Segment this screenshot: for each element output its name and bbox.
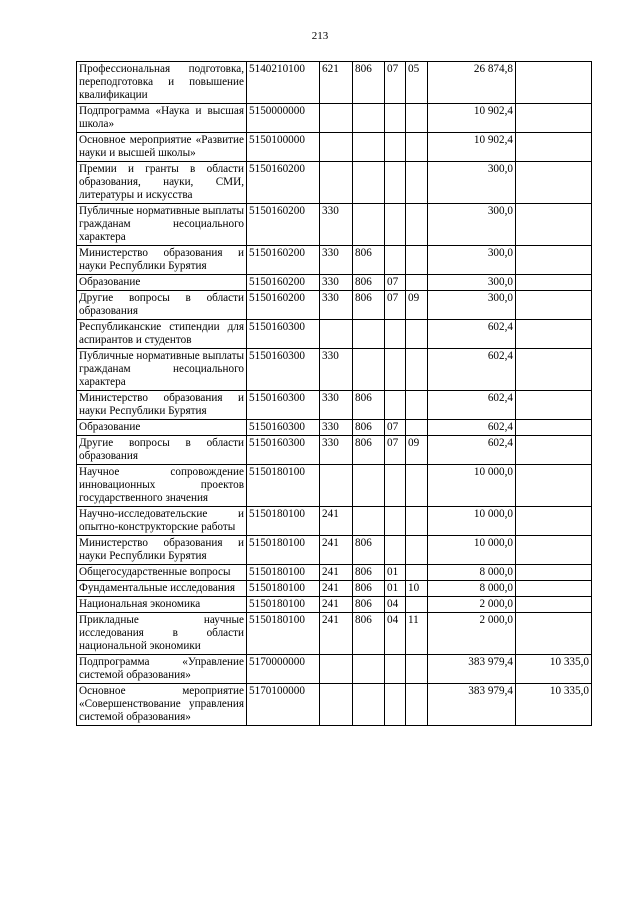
csr-cell: 5150180100	[247, 597, 320, 613]
rz-cell: 01	[385, 581, 406, 597]
sum-cell: 300,0	[428, 275, 516, 291]
csr-cell: 5150160300	[247, 436, 320, 465]
sum2-cell	[516, 436, 592, 465]
rz-cell: 04	[385, 597, 406, 613]
grbs-cell	[353, 507, 385, 536]
sum-cell: 10 902,4	[428, 133, 516, 162]
rz-cell	[385, 246, 406, 275]
table-row	[77, 320, 592, 349]
sum-cell: 8 000,0	[428, 565, 516, 581]
sum-cell: 383 979,4	[428, 684, 516, 726]
sum2-cell	[516, 62, 592, 104]
csr-cell: 5150180100	[247, 536, 320, 565]
pr-cell	[406, 655, 428, 684]
name-cell: Научное сопровождение инновационных проектов государственного значения	[77, 465, 247, 507]
csr-cell: 5150180100	[247, 507, 320, 536]
vr-cell: 241	[320, 597, 353, 613]
pr-cell: 09	[406, 291, 428, 320]
rz-cell	[385, 507, 406, 536]
pr-cell	[406, 565, 428, 581]
pr-cell: 09	[406, 436, 428, 465]
pr-cell	[406, 349, 428, 391]
pr-cell	[406, 275, 428, 291]
vr-cell	[320, 465, 353, 507]
csr-cell: 5150180100	[247, 581, 320, 597]
name-cell: Подпрограмма «Управление системой образования»	[77, 655, 247, 684]
table-row	[77, 565, 592, 581]
table-row	[77, 162, 592, 204]
grbs-cell	[353, 162, 385, 204]
sum2-cell	[516, 204, 592, 246]
rz-cell	[385, 536, 406, 565]
pr-cell	[406, 597, 428, 613]
sum2-cell	[516, 320, 592, 349]
grbs-cell: 806	[353, 581, 385, 597]
vr-cell: 241	[320, 565, 353, 581]
grbs-cell: 806	[353, 613, 385, 655]
table-row	[77, 204, 592, 246]
vr-cell: 330	[320, 275, 353, 291]
csr-cell: 5150160200	[247, 204, 320, 246]
table-row	[77, 104, 592, 133]
pr-cell	[406, 507, 428, 536]
pr-cell	[406, 133, 428, 162]
grbs-cell	[353, 320, 385, 349]
sum-cell: 10 902,4	[428, 104, 516, 133]
rz-cell: 07	[385, 275, 406, 291]
table-row	[77, 507, 592, 536]
sum-cell: 602,4	[428, 349, 516, 391]
table-row	[77, 291, 592, 320]
table-row	[77, 436, 592, 465]
table-row	[77, 597, 592, 613]
vr-cell	[320, 320, 353, 349]
name-cell: Другие вопросы в области образования	[77, 291, 247, 320]
vr-cell	[320, 104, 353, 133]
sum-cell: 602,4	[428, 391, 516, 420]
sum2-cell	[516, 565, 592, 581]
vr-cell: 241	[320, 581, 353, 597]
rz-cell: 07	[385, 62, 406, 104]
rz-cell: 04	[385, 613, 406, 655]
rz-cell: 07	[385, 291, 406, 320]
vr-cell: 330	[320, 246, 353, 275]
csr-cell: 5150160300	[247, 349, 320, 391]
grbs-cell: 806	[353, 536, 385, 565]
rz-cell	[385, 133, 406, 162]
budget-table	[76, 61, 592, 726]
csr-cell: 5150000000	[247, 104, 320, 133]
grbs-cell	[353, 133, 385, 162]
sum2-cell	[516, 104, 592, 133]
name-cell: Министерство образования и науки Республики Бурятия	[77, 391, 247, 420]
table-row	[77, 465, 592, 507]
name-cell: Прикладные научные исследования в области национальной экономики	[77, 613, 247, 655]
csr-cell: 5150160200	[247, 246, 320, 275]
name-cell: Научно-исследовательские и опытно-конструкторские работы	[77, 507, 247, 536]
pr-cell	[406, 391, 428, 420]
sum-cell: 26 874,8	[428, 62, 516, 104]
table-row	[77, 684, 592, 726]
rz-cell	[385, 320, 406, 349]
sum2-cell: 10 335,0	[516, 655, 592, 684]
vr-cell: 241	[320, 507, 353, 536]
grbs-cell	[353, 204, 385, 246]
rz-cell	[385, 391, 406, 420]
pr-cell: 10	[406, 581, 428, 597]
sum-cell: 10 000,0	[428, 507, 516, 536]
pr-cell: 11	[406, 613, 428, 655]
csr-cell: 5150160300	[247, 420, 320, 436]
vr-cell: 330	[320, 291, 353, 320]
csr-cell: 5150180100	[247, 465, 320, 507]
rz-cell	[385, 655, 406, 684]
table-row	[77, 581, 592, 597]
rz-cell	[385, 104, 406, 133]
sum2-cell	[516, 133, 592, 162]
vr-cell: 621	[320, 62, 353, 104]
rz-cell	[385, 684, 406, 726]
sum-cell: 2 000,0	[428, 613, 516, 655]
name-cell: Публичные нормативные выплаты гражданам несоциального характера	[77, 204, 247, 246]
name-cell: Министерство образования и науки Республики Бурятия	[77, 246, 247, 275]
csr-cell: 5150160300	[247, 391, 320, 420]
sum2-cell	[516, 291, 592, 320]
pr-cell	[406, 204, 428, 246]
vr-cell	[320, 684, 353, 726]
csr-cell: 5170100000	[247, 684, 320, 726]
page-number: 213	[311, 30, 329, 42]
pr-cell	[406, 420, 428, 436]
grbs-cell	[353, 465, 385, 507]
sum-cell: 10 000,0	[428, 536, 516, 565]
grbs-cell: 806	[353, 597, 385, 613]
name-cell: Премии и гранты в области образования, науки, СМИ, литературы и искусства	[77, 162, 247, 204]
grbs-cell: 806	[353, 246, 385, 275]
table-row	[77, 655, 592, 684]
sum2-cell	[516, 275, 592, 291]
pr-cell: 05	[406, 62, 428, 104]
sum2-cell	[516, 391, 592, 420]
sum-cell: 300,0	[428, 291, 516, 320]
name-cell: Образование	[77, 420, 247, 436]
grbs-cell	[353, 655, 385, 684]
pr-cell	[406, 162, 428, 204]
grbs-cell: 806	[353, 391, 385, 420]
pr-cell	[406, 320, 428, 349]
name-cell: Подпрограмма «Наука и высшая школа»	[77, 104, 247, 133]
sum-cell: 602,4	[428, 436, 516, 465]
sum2-cell	[516, 420, 592, 436]
csr-cell: 5150160200	[247, 162, 320, 204]
grbs-cell	[353, 104, 385, 133]
grbs-cell: 806	[353, 565, 385, 581]
name-cell: Национальная экономика	[77, 597, 247, 613]
sum-cell: 10 000,0	[428, 465, 516, 507]
table-row	[77, 62, 592, 104]
table-row	[77, 613, 592, 655]
grbs-cell: 806	[353, 275, 385, 291]
rz-cell: 01	[385, 565, 406, 581]
sum-cell: 8 000,0	[428, 581, 516, 597]
name-cell: Общегосударственные вопросы	[77, 565, 247, 581]
csr-cell: 5140210100	[247, 62, 320, 104]
csr-cell: 5150160200	[247, 275, 320, 291]
grbs-cell: 806	[353, 62, 385, 104]
table-row	[77, 349, 592, 391]
vr-cell	[320, 133, 353, 162]
sum2-cell: 10 335,0	[516, 684, 592, 726]
name-cell: Другие вопросы в области образования	[77, 436, 247, 465]
sum-cell: 300,0	[428, 204, 516, 246]
rz-cell	[385, 162, 406, 204]
sum-cell: 300,0	[428, 162, 516, 204]
vr-cell: 330	[320, 204, 353, 246]
name-cell: Основное мероприятие «Развитие науки и высшей школы»	[77, 133, 247, 162]
csr-cell: 5150180100	[247, 565, 320, 581]
sum-cell: 2 000,0	[428, 597, 516, 613]
rz-cell	[385, 465, 406, 507]
grbs-cell	[353, 684, 385, 726]
csr-cell: 5150160300	[247, 320, 320, 349]
grbs-cell: 806	[353, 436, 385, 465]
rz-cell	[385, 204, 406, 246]
pr-cell	[406, 104, 428, 133]
vr-cell: 330	[320, 349, 353, 391]
table-row	[77, 275, 592, 291]
table-row	[77, 391, 592, 420]
name-cell: Министерство образования и науки Республики Бурятия	[77, 536, 247, 565]
table-row	[77, 420, 592, 436]
table-row	[77, 133, 592, 162]
vr-cell	[320, 655, 353, 684]
pr-cell	[406, 684, 428, 726]
name-cell: Образование	[77, 275, 247, 291]
csr-cell: 5150180100	[247, 613, 320, 655]
vr-cell: 330	[320, 391, 353, 420]
pr-cell	[406, 536, 428, 565]
table-row	[77, 536, 592, 565]
sum2-cell	[516, 507, 592, 536]
name-cell: Республиканские стипендии для аспирантов и студентов	[77, 320, 247, 349]
sum2-cell	[516, 246, 592, 275]
rz-cell: 07	[385, 420, 406, 436]
csr-cell: 5170000000	[247, 655, 320, 684]
sum2-cell	[516, 536, 592, 565]
sum2-cell	[516, 613, 592, 655]
vr-cell: 241	[320, 536, 353, 565]
pr-cell	[406, 246, 428, 275]
name-cell: Публичные нормативные выплаты гражданам несоциального характера	[77, 349, 247, 391]
sum2-cell	[516, 581, 592, 597]
name-cell: Основное мероприятие «Совершенствование управления системой образования»	[77, 684, 247, 726]
table-row	[77, 246, 592, 275]
sum-cell: 602,4	[428, 420, 516, 436]
vr-cell	[320, 162, 353, 204]
sum2-cell	[516, 162, 592, 204]
sum-cell: 300,0	[428, 246, 516, 275]
grbs-cell	[353, 349, 385, 391]
csr-cell: 5150160200	[247, 291, 320, 320]
pr-cell	[406, 465, 428, 507]
rz-cell	[385, 349, 406, 391]
sum2-cell	[516, 465, 592, 507]
grbs-cell: 806	[353, 420, 385, 436]
csr-cell: 5150100000	[247, 133, 320, 162]
name-cell: Профессиональная подготовка, переподготовка и повышение квалификации	[77, 62, 247, 104]
name-cell: Фундаментальные исследования	[77, 581, 247, 597]
rz-cell: 07	[385, 436, 406, 465]
grbs-cell: 806	[353, 291, 385, 320]
sum-cell: 383 979,4	[428, 655, 516, 684]
vr-cell: 241	[320, 613, 353, 655]
sum2-cell	[516, 597, 592, 613]
sum-cell: 602,4	[428, 320, 516, 349]
vr-cell: 330	[320, 420, 353, 436]
sum2-cell	[516, 349, 592, 391]
vr-cell: 330	[320, 436, 353, 465]
